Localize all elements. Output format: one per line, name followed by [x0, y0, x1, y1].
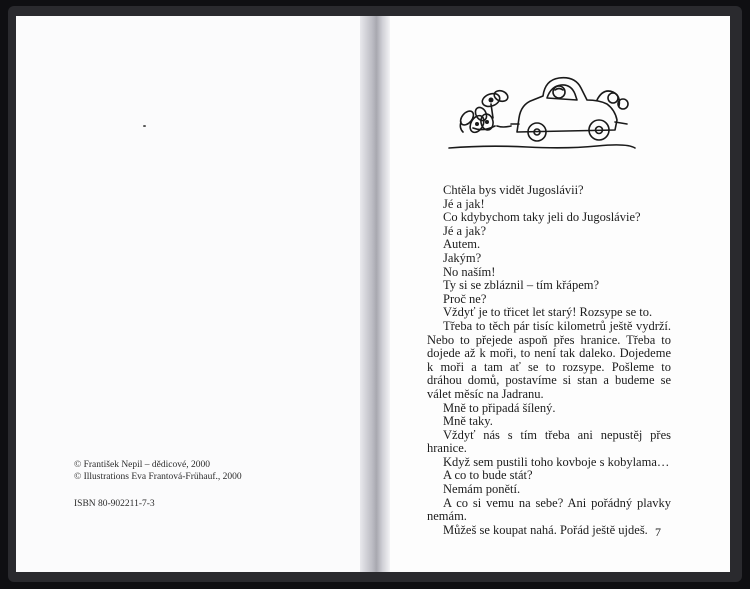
copyright-line-illustrations: © Illustrations Eva Frantová-Frühauf., 2000: [74, 472, 242, 482]
isbn: ISBN 80-902211-7-3: [74, 499, 155, 509]
paragraph: Třeba to těch pár tisíc kilometrů ještě vydrží. Nebo to přejede aspoň přes hranice. Třeba to dojede až k moři, to není tak daleko. Dojedeme k moři a tam ať se to rozsype. Pošleme to dráhou domů, postavíme si stan a budeme se válet měsíc na Jadranu.: [427, 318, 671, 401]
paragraph: Proč ne?: [443, 291, 487, 306]
paragraph: Mně taky.: [443, 414, 493, 429]
paragraph: Vždyť je to třicet let starý! Rozsype se to.: [443, 305, 653, 320]
paragraph: Když sem pustili toho kovboje s kobylama…: [443, 454, 670, 469]
paragraph: Autem.: [443, 237, 481, 252]
paragraph: Co kdybychom taky jeli do Jugoslávie?: [443, 210, 641, 225]
paragraph: Nemám ponětí.: [443, 482, 521, 497]
paragraph: Jakým?: [443, 250, 482, 265]
car-with-flowers-illustration: [447, 70, 637, 158]
paragraph: Mně to připadá šílený.: [443, 400, 556, 415]
paragraph: Jé a jak?: [443, 223, 487, 238]
paragraph: Ty si se zbláznil – tím křápem?: [443, 278, 600, 293]
paragraph: A co si vemu na sebe? Ani pořádný plavky nemám.: [427, 495, 671, 524]
dust-speck: [143, 125, 146, 127]
copyright-imprint: [74, 459, 242, 510]
copyright-line-author: © František Nepil – dědicové, 2000: [74, 460, 210, 470]
story-text: [427, 184, 671, 537]
paragraph: No naším!: [443, 264, 496, 279]
page-number: 7: [655, 525, 661, 539]
book-gutter: [360, 16, 390, 572]
paragraph: Chtěla bys vidět Jugoslávii?: [443, 183, 584, 197]
paragraph: Jé a jak!: [443, 196, 485, 211]
paragraph: A co to bude stát?: [443, 468, 533, 483]
paragraph: Vždyť nás s tím třeba ani nepustěj přes hranice.: [427, 427, 671, 456]
paragraph: Můžeš se koupat nahá. Pořád ještě ujdeš.: [443, 522, 648, 537]
